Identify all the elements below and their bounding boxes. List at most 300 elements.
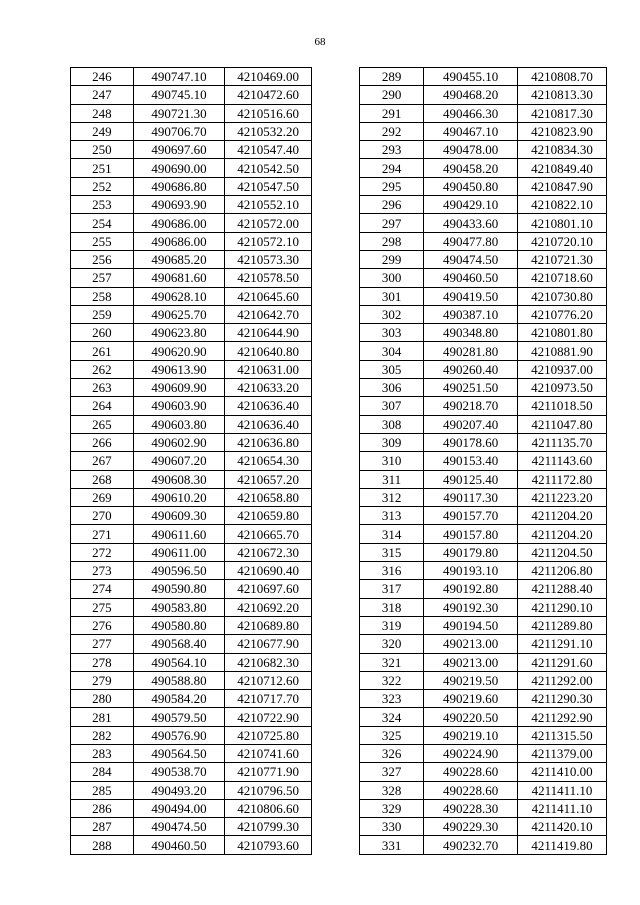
point-number-cell: 270 [71,507,134,525]
x-coordinate-cell: 490721.30 [133,104,225,122]
table-row [360,781,607,799]
x-coordinate-cell: 490580.80 [133,616,225,634]
table-row [71,525,312,543]
y-coordinate-cell: 4211047.80 [518,415,607,433]
x-coordinate-cell: 490590.80 [133,580,225,598]
y-coordinate-cell: 4210697.60 [225,580,312,598]
table-row [71,744,312,762]
table-row [71,543,312,561]
x-coordinate-cell: 490493.20 [133,781,225,799]
table-row [360,397,607,415]
table-row [360,177,607,195]
y-coordinate-cell: 4210645.60 [225,287,312,305]
x-coordinate-cell: 490576.90 [133,726,225,744]
table-row [71,415,312,433]
x-coordinate-cell: 490588.80 [133,671,225,689]
point-number-cell: 303 [360,324,424,342]
point-number-cell: 275 [71,598,134,616]
point-number-cell: 278 [71,653,134,671]
x-coordinate-cell: 490224.90 [424,744,518,762]
y-coordinate-cell: 4210542.50 [225,159,312,177]
point-number-cell: 319 [360,616,424,634]
y-coordinate-cell: 4210720.10 [518,232,607,250]
y-coordinate-cell: 4210801.10 [518,214,607,232]
y-coordinate-cell: 4210659.80 [225,507,312,525]
x-coordinate-cell: 490584.20 [133,690,225,708]
table-row [71,452,312,470]
x-coordinate-cell: 490458.20 [424,159,518,177]
y-coordinate-cell: 4210469.00 [225,68,312,86]
y-coordinate-cell: 4210776.20 [518,305,607,323]
table-row [360,726,607,744]
point-number-cell: 266 [71,433,134,451]
table-row [360,232,607,250]
table-row [71,159,312,177]
y-coordinate-cell: 4210806.60 [225,799,312,817]
y-coordinate-cell: 4211315.50 [518,726,607,744]
table-row [360,562,607,580]
table-row [71,726,312,744]
x-coordinate-cell: 490628.10 [133,287,225,305]
point-number-cell: 281 [71,708,134,726]
y-coordinate-cell: 4210642.70 [225,305,312,323]
x-coordinate-cell: 490219.60 [424,690,518,708]
point-number-cell: 326 [360,744,424,762]
y-coordinate-cell: 4211410.00 [518,763,607,781]
point-number-cell: 316 [360,562,424,580]
point-number-cell: 255 [71,232,134,250]
x-coordinate-cell: 490387.10 [424,305,518,323]
table-row [71,507,312,525]
y-coordinate-cell: 4211411.10 [518,781,607,799]
x-coordinate-cell: 490229.30 [424,818,518,836]
x-coordinate-cell: 490538.70 [133,763,225,781]
y-coordinate-cell: 4210516.60 [225,104,312,122]
y-coordinate-cell: 4210822.10 [518,196,607,214]
y-coordinate-cell: 4210631.00 [225,360,312,378]
point-number-cell: 301 [360,287,424,305]
table-row [71,232,312,250]
x-coordinate-cell: 490178.60 [424,433,518,451]
y-coordinate-cell: 4210799.30 [225,818,312,836]
table-row [360,159,607,177]
table-row [360,305,607,323]
table-row [360,415,607,433]
table-row [360,122,607,140]
point-number-cell: 252 [71,177,134,195]
x-coordinate-cell: 490228.60 [424,763,518,781]
y-coordinate-cell: 4210849.40 [518,159,607,177]
table-row [71,397,312,415]
point-number-cell: 250 [71,141,134,159]
point-number-cell: 321 [360,653,424,671]
table-row [360,580,607,598]
table-row [360,799,607,817]
y-coordinate-cell: 4210682.30 [225,653,312,671]
table-row [71,763,312,781]
point-number-cell: 317 [360,580,424,598]
point-number-cell: 251 [71,159,134,177]
point-number-cell: 300 [360,269,424,287]
table-row [360,324,607,342]
x-coordinate-cell: 490466.30 [424,104,518,122]
y-coordinate-cell: 4210808.70 [518,68,607,86]
table-row [71,690,312,708]
table-row [71,580,312,598]
table-row [71,836,312,854]
coordinates-table-left [70,67,312,855]
point-number-cell: 315 [360,543,424,561]
x-coordinate-cell: 490611.00 [133,543,225,561]
y-coordinate-cell: 4210644.90 [225,324,312,342]
point-number-cell: 280 [71,690,134,708]
y-coordinate-cell: 4210730.80 [518,287,607,305]
x-coordinate-cell: 490579.50 [133,708,225,726]
x-coordinate-cell: 490192.30 [424,598,518,616]
y-coordinate-cell: 4211420.10 [518,818,607,836]
y-coordinate-cell: 4210633.20 [225,379,312,397]
point-number-cell: 302 [360,305,424,323]
point-number-cell: 320 [360,635,424,653]
point-number-cell: 328 [360,781,424,799]
point-number-cell: 311 [360,470,424,488]
x-coordinate-cell: 490745.10 [133,86,225,104]
point-number-cell: 295 [360,177,424,195]
x-coordinate-cell: 490690.00 [133,159,225,177]
y-coordinate-cell: 4210677.90 [225,635,312,653]
x-coordinate-cell: 490460.50 [424,269,518,287]
point-number-cell: 296 [360,196,424,214]
y-coordinate-cell: 4210689.80 [225,616,312,634]
x-coordinate-cell: 490455.10 [424,68,518,86]
y-coordinate-cell: 4211289.80 [518,616,607,634]
y-coordinate-cell: 4211172.80 [518,470,607,488]
x-coordinate-cell: 490625.70 [133,305,225,323]
y-coordinate-cell: 4211411.10 [518,799,607,817]
table-row [71,818,312,836]
table-row [360,214,607,232]
point-number-cell: 271 [71,525,134,543]
x-coordinate-cell: 490219.10 [424,726,518,744]
y-coordinate-cell: 4210712.60 [225,671,312,689]
x-coordinate-cell: 490193.10 [424,562,518,580]
point-number-cell: 291 [360,104,424,122]
x-coordinate-cell: 490477.80 [424,232,518,250]
x-coordinate-cell: 490568.40 [133,635,225,653]
x-coordinate-cell: 490623.80 [133,324,225,342]
table-row [71,470,312,488]
x-coordinate-cell: 490213.00 [424,635,518,653]
table-row [71,342,312,360]
x-coordinate-cell: 490433.60 [424,214,518,232]
point-number-cell: 246 [71,68,134,86]
table-row [71,122,312,140]
y-coordinate-cell: 4210665.70 [225,525,312,543]
x-coordinate-cell: 490228.60 [424,781,518,799]
point-number-cell: 310 [360,452,424,470]
table-row [71,250,312,268]
y-coordinate-cell: 4211291.10 [518,635,607,653]
y-coordinate-cell: 4210771.90 [225,763,312,781]
point-number-cell: 312 [360,488,424,506]
y-coordinate-cell: 4211379.00 [518,744,607,762]
point-number-cell: 297 [360,214,424,232]
point-number-cell: 279 [71,671,134,689]
x-coordinate-cell: 490474.50 [424,250,518,268]
table-row [71,68,312,86]
table-row [360,525,607,543]
table-row [71,104,312,122]
x-coordinate-cell: 490419.50 [424,287,518,305]
y-coordinate-cell: 4210718.60 [518,269,607,287]
x-coordinate-cell: 490620.90 [133,342,225,360]
x-coordinate-cell: 490478.00 [424,141,518,159]
point-number-cell: 287 [71,818,134,836]
point-number-cell: 309 [360,433,424,451]
table-row [71,269,312,287]
x-coordinate-cell: 490450.80 [424,177,518,195]
table-row [71,562,312,580]
y-coordinate-cell: 4210721.30 [518,250,607,268]
y-coordinate-cell: 4211204.20 [518,525,607,543]
table-row [71,287,312,305]
x-coordinate-cell: 490596.50 [133,562,225,580]
point-number-cell: 263 [71,379,134,397]
point-number-cell: 323 [360,690,424,708]
point-number-cell: 318 [360,598,424,616]
point-number-cell: 258 [71,287,134,305]
table-row [360,86,607,104]
y-coordinate-cell: 4211143.60 [518,452,607,470]
y-coordinate-cell: 4211018.50 [518,397,607,415]
y-coordinate-cell: 4210937.00 [518,360,607,378]
point-number-cell: 254 [71,214,134,232]
table-row [360,708,607,726]
table-row [71,433,312,451]
table-row [360,342,607,360]
y-coordinate-cell: 4210552.10 [225,196,312,214]
x-coordinate-cell: 490607.20 [133,452,225,470]
point-number-cell: 324 [360,708,424,726]
point-number-cell: 248 [71,104,134,122]
point-number-cell: 272 [71,543,134,561]
y-coordinate-cell: 4211135.70 [518,433,607,451]
y-coordinate-cell: 4210717.70 [225,690,312,708]
x-coordinate-cell: 490693.90 [133,196,225,214]
point-number-cell: 284 [71,763,134,781]
y-coordinate-cell: 4210847.90 [518,177,607,195]
point-number-cell: 322 [360,671,424,689]
point-number-cell: 277 [71,635,134,653]
point-number-cell: 257 [71,269,134,287]
table-row [360,690,607,708]
table-row [360,68,607,86]
table-row [71,488,312,506]
point-number-cell: 294 [360,159,424,177]
x-coordinate-cell: 490251.50 [424,379,518,397]
x-coordinate-cell: 490153.40 [424,452,518,470]
table-row [360,287,607,305]
x-coordinate-cell: 490117.30 [424,488,518,506]
table-row [71,653,312,671]
table-row [71,214,312,232]
y-coordinate-cell: 4211291.60 [518,653,607,671]
point-number-cell: 268 [71,470,134,488]
y-coordinate-cell: 4210572.00 [225,214,312,232]
y-coordinate-cell: 4211419.80 [518,836,607,854]
table-row [71,177,312,195]
point-number-cell: 327 [360,763,424,781]
point-number-cell: 329 [360,799,424,817]
table-row [71,324,312,342]
x-coordinate-cell: 490602.90 [133,433,225,451]
y-coordinate-cell: 4210654.30 [225,452,312,470]
coordinates-table-right [359,67,607,855]
point-number-cell: 269 [71,488,134,506]
x-coordinate-cell: 490125.40 [424,470,518,488]
y-coordinate-cell: 4210834.30 [518,141,607,159]
point-number-cell: 313 [360,507,424,525]
point-number-cell: 253 [71,196,134,214]
point-number-cell: 306 [360,379,424,397]
x-coordinate-cell: 490228.30 [424,799,518,817]
table-row [360,836,607,854]
x-coordinate-cell: 490747.10 [133,68,225,86]
y-coordinate-cell: 4210578.50 [225,269,312,287]
table-row [360,433,607,451]
point-number-cell: 264 [71,397,134,415]
point-number-cell: 247 [71,86,134,104]
point-number-cell: 273 [71,562,134,580]
x-coordinate-cell: 490681.60 [133,269,225,287]
y-coordinate-cell: 4210796.50 [225,781,312,799]
x-coordinate-cell: 490213.00 [424,653,518,671]
x-coordinate-cell: 490429.10 [424,196,518,214]
table-row [71,671,312,689]
table-row [360,269,607,287]
y-coordinate-cell: 4211204.20 [518,507,607,525]
point-number-cell: 249 [71,122,134,140]
y-coordinate-cell: 4210532.20 [225,122,312,140]
x-coordinate-cell: 490686.00 [133,232,225,250]
x-coordinate-cell: 490611.60 [133,525,225,543]
point-number-cell: 292 [360,122,424,140]
point-number-cell: 331 [360,836,424,854]
table-row [360,543,607,561]
x-coordinate-cell: 490348.80 [424,324,518,342]
y-coordinate-cell: 4210823.90 [518,122,607,140]
x-coordinate-cell: 490603.80 [133,415,225,433]
x-coordinate-cell: 490192.80 [424,580,518,598]
x-coordinate-cell: 490194.50 [424,616,518,634]
x-coordinate-cell: 490697.60 [133,141,225,159]
y-coordinate-cell: 4210801.80 [518,324,607,342]
table-row [360,470,607,488]
x-coordinate-cell: 490467.10 [424,122,518,140]
point-number-cell: 262 [71,360,134,378]
x-coordinate-cell: 490157.70 [424,507,518,525]
table-row [71,86,312,104]
y-coordinate-cell: 4211290.30 [518,690,607,708]
y-coordinate-cell: 4211204.50 [518,543,607,561]
y-coordinate-cell: 4210813.30 [518,86,607,104]
point-number-cell: 289 [360,68,424,86]
point-number-cell: 259 [71,305,134,323]
x-coordinate-cell: 490468.20 [424,86,518,104]
table-row [71,305,312,323]
y-coordinate-cell: 4211292.00 [518,671,607,689]
point-number-cell: 314 [360,525,424,543]
point-number-cell: 283 [71,744,134,762]
table-row [360,598,607,616]
table-row [71,708,312,726]
y-coordinate-cell: 4210547.50 [225,177,312,195]
table-row [71,799,312,817]
y-coordinate-cell: 4210472.60 [225,86,312,104]
point-number-cell: 290 [360,86,424,104]
y-coordinate-cell: 4210640.80 [225,342,312,360]
y-coordinate-cell: 4210547.40 [225,141,312,159]
x-coordinate-cell: 490686.80 [133,177,225,195]
x-coordinate-cell: 490706.70 [133,122,225,140]
y-coordinate-cell: 4210636.80 [225,433,312,451]
table-row [71,598,312,616]
table-row [360,671,607,689]
table-row [71,635,312,653]
x-coordinate-cell: 490260.40 [424,360,518,378]
point-number-cell: 285 [71,781,134,799]
point-number-cell: 276 [71,616,134,634]
point-number-cell: 298 [360,232,424,250]
table-row [360,763,607,781]
point-number-cell: 299 [360,250,424,268]
table-row [360,196,607,214]
table-row [71,781,312,799]
x-coordinate-cell: 490613.90 [133,360,225,378]
y-coordinate-cell: 4210973.50 [518,379,607,397]
x-coordinate-cell: 490685.20 [133,250,225,268]
y-coordinate-cell: 4210657.20 [225,470,312,488]
y-coordinate-cell: 4210636.40 [225,397,312,415]
table-row [360,616,607,634]
point-number-cell: 305 [360,360,424,378]
point-number-cell: 307 [360,397,424,415]
point-number-cell: 288 [71,836,134,854]
y-coordinate-cell: 4211292.90 [518,708,607,726]
x-coordinate-cell: 490157.80 [424,525,518,543]
x-coordinate-cell: 490474.50 [133,818,225,836]
y-coordinate-cell: 4210672.30 [225,543,312,561]
y-coordinate-cell: 4210722.90 [225,708,312,726]
table-row [360,488,607,506]
y-coordinate-cell: 4210573.30 [225,250,312,268]
x-coordinate-cell: 490609.30 [133,507,225,525]
point-number-cell: 260 [71,324,134,342]
point-number-cell: 261 [71,342,134,360]
x-coordinate-cell: 490179.80 [424,543,518,561]
table-row [360,360,607,378]
table-row [360,141,607,159]
page-number: 68 [314,36,326,48]
x-coordinate-cell: 490207.40 [424,415,518,433]
y-coordinate-cell: 4211290.10 [518,598,607,616]
x-coordinate-cell: 490494.00 [133,799,225,817]
x-coordinate-cell: 490603.90 [133,397,225,415]
point-number-cell: 265 [71,415,134,433]
point-number-cell: 325 [360,726,424,744]
point-number-cell: 256 [71,250,134,268]
y-coordinate-cell: 4210658.80 [225,488,312,506]
